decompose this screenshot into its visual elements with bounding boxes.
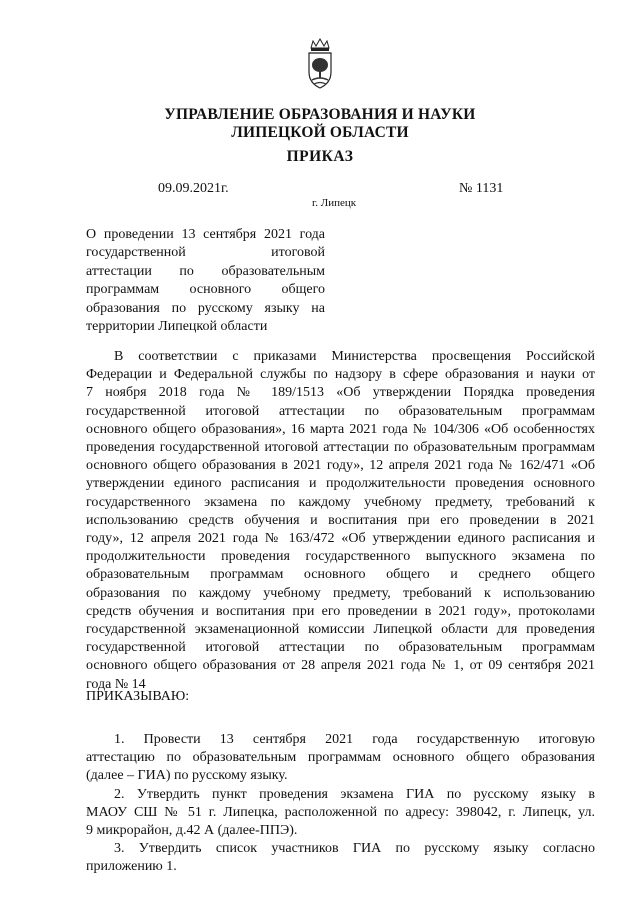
preamble-paragraph [86, 348, 595, 694]
document-date: 09.09.2021г. [158, 181, 229, 196]
document-city: г. Липецк [312, 197, 357, 209]
preamble-line: образования по каждому учебному предмету, требований к использованию [86, 585, 595, 601]
order-word: ПРИКАЗЫВАЮ: [86, 689, 190, 704]
org-line-1: УПРАВЛЕНИЕ ОБРАЗОВАНИЯ И НАУКИ [164, 106, 476, 123]
preamble-line: В соответствии с приказами Министерства просвещения Российской [114, 349, 595, 364]
item-line: МАОУ СШ № 51 г. Липецка, расположенной по адресу: 398042, г. Липецк, ул. [86, 804, 595, 820]
preamble-line: средств обучения и воспитания при его проведении в 2021 году», протоколами [86, 603, 595, 619]
subject-line: программам основного общего [86, 282, 325, 298]
preamble-line: государственной итоговой аттестации по образовательным программам [86, 403, 595, 419]
preamble-line: основного общего образования», 16 марта 2021 года № 104/306 «Об особенностях [86, 421, 595, 437]
preamble-line: основного общего образования в 2021 году», 12 апреля 2021 года № 162/471 «Об [86, 458, 595, 474]
preamble-line: Федерации и Федеральной службы по надзору в сфере образования и науки от [86, 367, 595, 383]
preamble-line: образовательным программам основного общего и среднего общего [86, 567, 595, 583]
coat-of-arms-icon [305, 38, 335, 90]
preamble-line: 7 ноября 2018 года № 189/1513 «Об утверждении Порядка проведения [86, 385, 595, 401]
issuing-organization [0, 106, 640, 142]
subject-line: государственной итоговой [86, 245, 325, 261]
document-type: ПРИКАЗ [286, 148, 354, 165]
item-line: 9 микрорайон, д.42 А (далее-ППЭ). [86, 823, 298, 839]
preamble-line: утверждении единого расписания и продолжительности проведения основного [86, 476, 595, 492]
org-line-2: ЛИПЕЦКОЙ ОБЛАСТИ [231, 124, 409, 141]
preamble-line: году», 12 апреля 2021 года № 163/472 «Об утверждении единого расписания и [86, 531, 595, 547]
item-line: 3. Утвердить список участников ГИА по русскому языку согласно [114, 841, 595, 857]
item-line: (далее – ГИА) по русскому языку. [86, 768, 288, 784]
order-items [86, 731, 595, 877]
preamble-line: государственного экзамена по каждому учебному предмету, требований к [86, 494, 595, 510]
subject-line: О проведении 13 сентября 2021 года [86, 227, 325, 242]
preamble-line: года № 14 [86, 676, 146, 692]
order-subject [86, 226, 325, 336]
subject-line: образования по русскому языку на [86, 300, 325, 316]
item-line: 1. Провести 13 сентября 2021 года государственную итоговую [114, 732, 595, 747]
preamble-line: государственной итоговой аттестации по образовательным программам [86, 640, 595, 656]
item-line: аттестацию по образовательным программам основного общего образования [86, 750, 595, 766]
item-line: 2. Утвердить пункт проведения экзамена ГИА по русскому языку в [114, 786, 595, 802]
preamble-line: проведения государственной итоговой аттестации по образовательным программам [86, 440, 595, 456]
subject-line: территории Липецкой области [86, 319, 268, 335]
preamble-line: продолжительности проведения государственного выпускного экзамена по [86, 549, 595, 565]
preamble-line: государственной экзаменационной комиссии Липецкой области для проведения [86, 622, 595, 638]
document-number: № 1131 [459, 181, 504, 196]
preamble-line: основного общего образования от 28 апреля 2021 года № 1, от 09 сентября 2021 [86, 658, 595, 674]
preamble-line: использованию средств обучения и воспитания при его проведении в 2021 [86, 512, 595, 528]
subject-line: аттестации по образовательным [86, 263, 325, 279]
item-line: приложению 1. [86, 859, 177, 875]
